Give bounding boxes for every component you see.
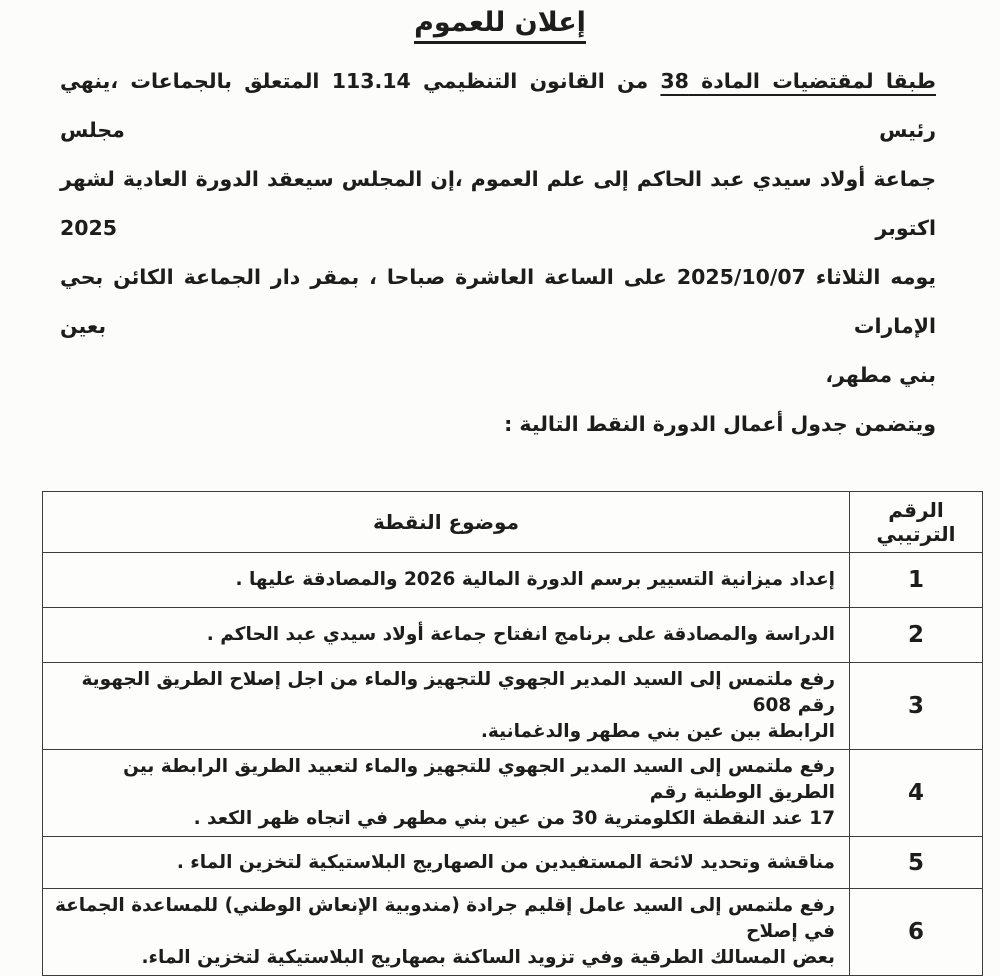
topic-line: إعداد ميزانية التسيير برسم الدورة المالية 2026 والمصادقة عليها . [235,569,835,590]
row-topic [43,750,850,837]
agenda-table [42,491,983,976]
header-point-subject: موضوع النقطة [43,492,850,553]
table-row [43,750,983,837]
row-number: 5 [850,837,983,889]
table-row [43,608,983,663]
topic-line: مناقشة وتحديد لائحة المستفيدين من الصهاريج البلاستيكية لتخزين الماء . [176,851,835,873]
topic-line: رفع ملتمس إلى السيد عامل إقليم جرادة (مندوبية الإنعاش الوطني) للمساعدة الجماعة في إصلاح [54,895,835,942]
underlined-legal-reference: طبقا لمقتضيات المادة 38 [660,69,936,93]
table-header-row [43,492,983,553]
paragraph-line-4: بني مطهر، [825,363,936,387]
paragraph-line-3: يومه الثلاثاء 2025/10/07 على الساعة العاشرة صباحا ، بمقر دار الجماعة الكائن بحي الإمارات بعين [60,265,937,338]
row-topic [43,889,850,976]
table-row [43,837,983,889]
topic-line: بعض المسالك الطرقية وفي تزويد الساكنة بصهاريج البلاستيكية لتخزين الماء. [141,947,835,968]
paragraph-line-5: ويتضمن جدول أعمال الدورة النقط التالية : [504,412,936,436]
paragraph-line-2: جماعة أولاد سيدي عبد الحاكم إلى علم العموم ،إن المجلس سيعقد الدورة العادية لشهر اكتوبر 2025 [60,167,936,240]
row-number: 4 [850,750,983,837]
topic-line: الرابطة بين عين بني مطهر والدغمانية. [480,721,835,742]
table-row [43,553,983,608]
topic-line: رفع ملتمس إلى السيد المدير الجهوي للتجهيز والماء لتعبيد الطريق الرابطة بين الطريق الوطنية رقم [123,756,835,803]
row-number: 6 [850,889,983,976]
topic-line: الدراسة والمصادقة على برنامج انفتاح جماعة أولاد سيدي عبد الحاكم . [206,624,835,645]
header-sequential-number: الرقم الترتيبي [850,492,983,553]
table-row [43,663,983,750]
topic-line: 17 عند النقطة الكلومترية 30 من عين بني مطهر في اتجاه ظهر الكعد . [193,808,835,829]
row-topic [43,553,850,608]
row-topic [43,608,850,663]
topic-line: رفع ملتمس إلى السيد المدير الجهوي للتجهيز والماء من اجل إصلاح الطريق الجهوية رقم 608 [81,669,835,716]
page-title: إعلان للعموم [414,7,586,44]
row-number: 1 [850,553,983,608]
row-topic [43,663,850,750]
title-row [0,0,1000,44]
announcement-body [60,57,936,449]
row-number: 3 [850,663,983,750]
row-topic [43,837,850,889]
table-row [43,889,983,976]
paragraph-line-1-rest: من القانون التنظيمي 113.14 المتعلق بالجماعات ،ينهي رئيس مجلس [60,69,936,142]
row-number: 2 [850,608,983,663]
paragraph-line-1 [60,57,936,155]
